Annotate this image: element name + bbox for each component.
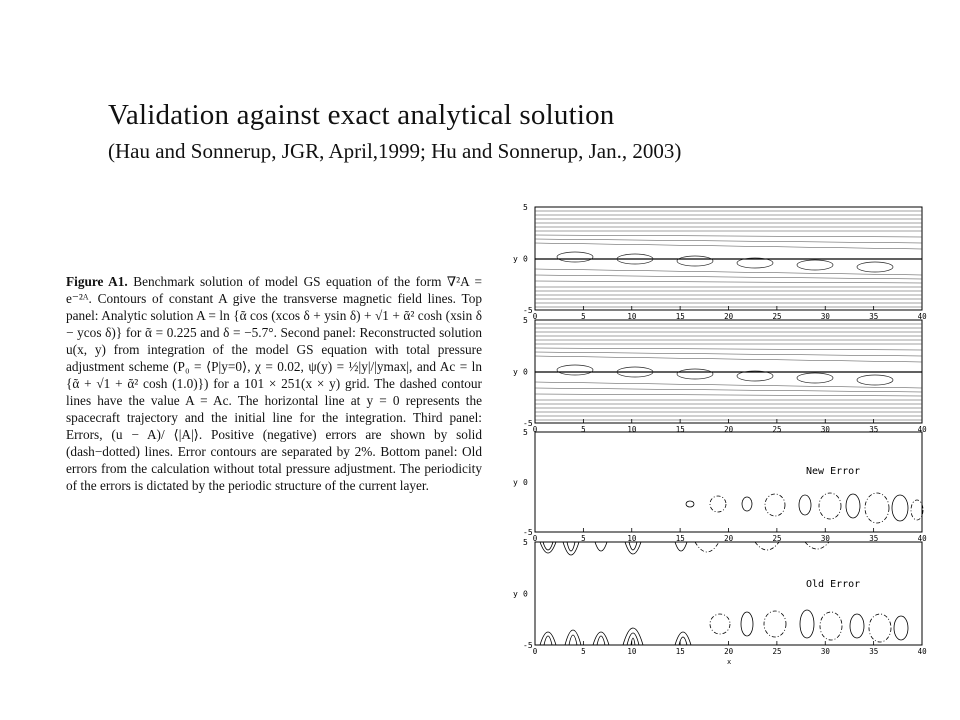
y-tick-label: -5 — [523, 306, 533, 315]
x-tick-label: 20 — [724, 425, 734, 434]
x-tick-label: 30 — [820, 647, 830, 656]
y-tick-label: 0 — [523, 478, 528, 487]
y-tick-label: 5 — [523, 316, 528, 325]
y-tick-label: 0 — [523, 589, 528, 599]
x-tick-label: 35 — [869, 647, 879, 656]
y-tick-label: -5 — [523, 528, 533, 537]
x-tick-label: 25 — [772, 312, 782, 321]
x-tick-label: 15 — [675, 312, 685, 321]
y-tick-label: 0 — [523, 367, 528, 377]
panel-reconstructed — [535, 320, 922, 423]
panel-new-error — [535, 432, 923, 532]
x-tick-label: 30 — [820, 312, 830, 321]
x-tick-label: 15 — [675, 647, 685, 656]
x-tick-label: 10 — [627, 534, 637, 543]
caption-label: Figure A1. — [66, 274, 128, 289]
figure-caption — [66, 273, 482, 494]
y-axis-labels — [513, 255, 518, 599]
x-tick-label: 10 — [627, 647, 637, 656]
x-tick-label: 20 — [724, 534, 734, 543]
x-tick-label: 20 — [724, 312, 734, 321]
x-tick-label: 30 — [820, 534, 830, 543]
x-tick-label: 5 — [581, 647, 586, 656]
y-axis-label: y — [513, 254, 518, 264]
y-axis-label: y — [513, 589, 518, 599]
x-tick-label: 35 — [869, 425, 879, 434]
x-axis-label: x — [727, 658, 732, 665]
y-axis-label: y — [513, 478, 518, 487]
panel-old-error-label: Old Error — [806, 579, 861, 590]
panel-new-error-label: New Error — [806, 466, 861, 477]
x-tick-label: 0 — [532, 312, 538, 321]
x-tick-label: 10 — [627, 312, 637, 321]
x-tick-label: 30 — [820, 425, 830, 434]
panel-old-error — [535, 542, 922, 645]
y-tick-label: 5 — [523, 428, 528, 437]
x-tick-label: 5 — [581, 534, 586, 543]
slide-subtitle: (Hau and Sonnerup, JGR, April,1999; Hu and Sonnerup, Jan., 2003) — [108, 139, 682, 163]
figure-panels — [505, 195, 935, 665]
caption-text: Benchmark solution of model GS equation of the form ∇²A = e⁻²ᴬ. Contours of constant A give the transverse magnetic field lines. Top panel: Analytic solution A = ln {ᾶ cos (xcos δ + ysin δ) + √1 + ᾶ² cosh (xsin δ − ycos δ)} for ᾶ = 0.225 and δ = −5.7°. Second panel: Reconstructed solution u(x, y) from integration of the model GS equation with total pressure adjustment scheme (P₀ = ⟨P|y=0⟩, χ = 0.02, ψ(y) = ½|y|/|ymax|, and Ac = ln {ᾶ + √1 + ᾶ² cosh (1.0)}) for a 101 × 251(x × y) grid. The dashed contour lines have the value A = Ac. The horizontal line at y = 0 represents the spacecraft trajectory and the initial line for the integration. Third panel: Errors, (u − A)/ ⟨|A|⟩. Positive (negative) errors are shown by solid (dash−dotted) lines. Error contours are separated by 2%. Bottom panel: Old errors from the calculation without total pressure adjustment. The periodicity of the errors is dictated by the periodic structure of the current layer. — [66, 274, 483, 493]
x-tick-label: 10 — [627, 425, 637, 434]
x-tick-label: 40 — [917, 312, 927, 321]
x-tick-label: 40 — [917, 647, 927, 656]
y-ticks — [523, 203, 533, 650]
x-tick-label: 40 — [917, 425, 927, 434]
x-tick-label: 40 — [917, 534, 927, 543]
slide-title: Validation against exact analytical solution — [108, 99, 615, 131]
x-tick-label: 25 — [772, 534, 782, 543]
y-tick-label: 5 — [523, 203, 528, 212]
x-tick-label: 25 — [772, 425, 782, 434]
x-tick-label: 35 — [869, 312, 879, 321]
x-tick-label: 0 — [532, 425, 538, 434]
panel-analytic — [535, 207, 922, 310]
y-tick-label: -5 — [523, 419, 533, 428]
x-tick-label: 25 — [772, 647, 782, 656]
x-tick-label: 20 — [724, 647, 734, 656]
y-tick-label: 0 — [523, 254, 528, 264]
y-tick-label: -5 — [523, 641, 533, 650]
y-tick-label: 5 — [523, 538, 528, 547]
x-tick-label: 0 — [532, 647, 538, 656]
x-tick-label: 5 — [581, 425, 586, 434]
x-tick-label: 5 — [581, 312, 586, 321]
y-axis-label: y — [513, 367, 518, 377]
x-tick-label: 15 — [675, 534, 685, 543]
x-tick-label: 15 — [675, 425, 685, 434]
x-tick-label: 35 — [869, 534, 879, 543]
x-tick-label: 0 — [532, 534, 538, 543]
